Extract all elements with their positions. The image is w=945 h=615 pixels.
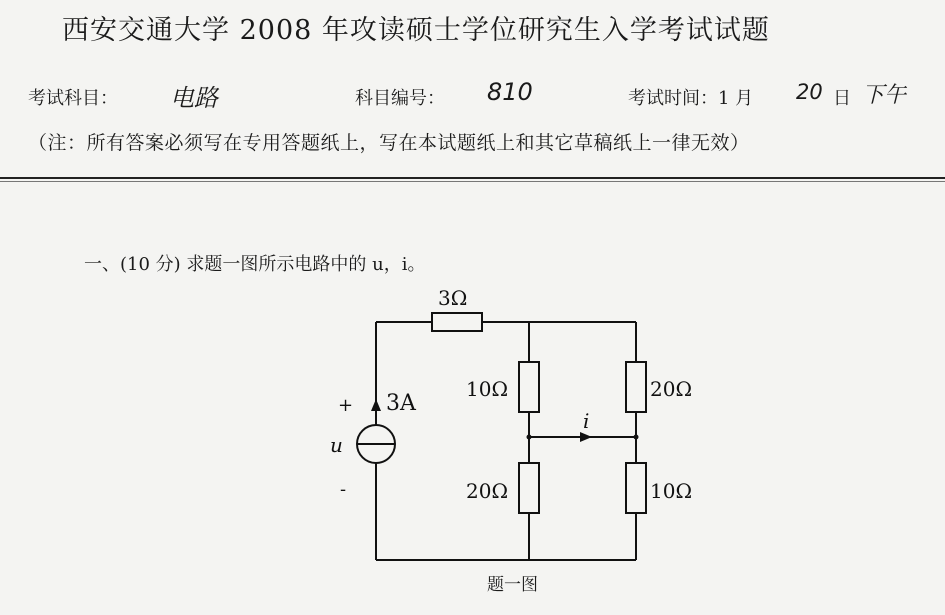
junction-left <box>527 435 532 440</box>
label-source-current: 3A <box>386 391 416 416</box>
label-minus: - <box>340 479 347 500</box>
resistor-20ohm-right <box>626 362 646 412</box>
header-divider-shadow <box>0 181 945 182</box>
code-value: 810 <box>487 78 533 106</box>
junction-right <box>634 435 639 440</box>
label-r-mid-top: 10Ω <box>466 377 509 401</box>
resistor-10ohm-right <box>626 463 646 513</box>
subject-value: 电路 <box>170 84 218 112</box>
resistor-10ohm-mid <box>519 362 539 412</box>
header-divider <box>0 177 945 179</box>
label-r-right-bottom: 10Ω <box>650 479 693 503</box>
exam-meta-row <box>0 78 945 114</box>
time-day-suffix: 日 <box>833 88 851 109</box>
circuit-diagram <box>300 285 693 570</box>
label-r-top: 3Ω <box>438 286 468 310</box>
question-text: 一、(10 分) 求题一图所示电路中的 u，i。 <box>84 254 426 275</box>
time-day: 20 <box>796 80 823 104</box>
time-label: 考试时间：1 月 <box>628 88 754 109</box>
current-arrow-icon <box>580 432 592 442</box>
time-period: 下午 <box>862 83 907 108</box>
label-plus: + <box>338 395 354 416</box>
subject-label: 考试科目： <box>28 88 118 109</box>
label-voltage: u <box>330 433 343 457</box>
exam-note: （注：所有答案必须写在专用答题纸上，写在本试题纸上和其它草稿纸上一律无效） <box>28 132 750 154</box>
label-current: i <box>583 409 590 433</box>
resistor-20ohm-mid <box>519 463 539 513</box>
figure-caption: 题一图 <box>487 575 538 595</box>
label-r-right-top: 20Ω <box>650 377 693 401</box>
resistor-3ohm <box>432 313 482 331</box>
source-arrow-icon <box>371 399 381 411</box>
exam-title: 西安交通大学 2008 年攻读硕士学位研究生入学考试试题 <box>62 15 770 46</box>
label-r-mid-bottom: 20Ω <box>466 479 509 503</box>
code-label: 科目编号： <box>355 88 445 109</box>
